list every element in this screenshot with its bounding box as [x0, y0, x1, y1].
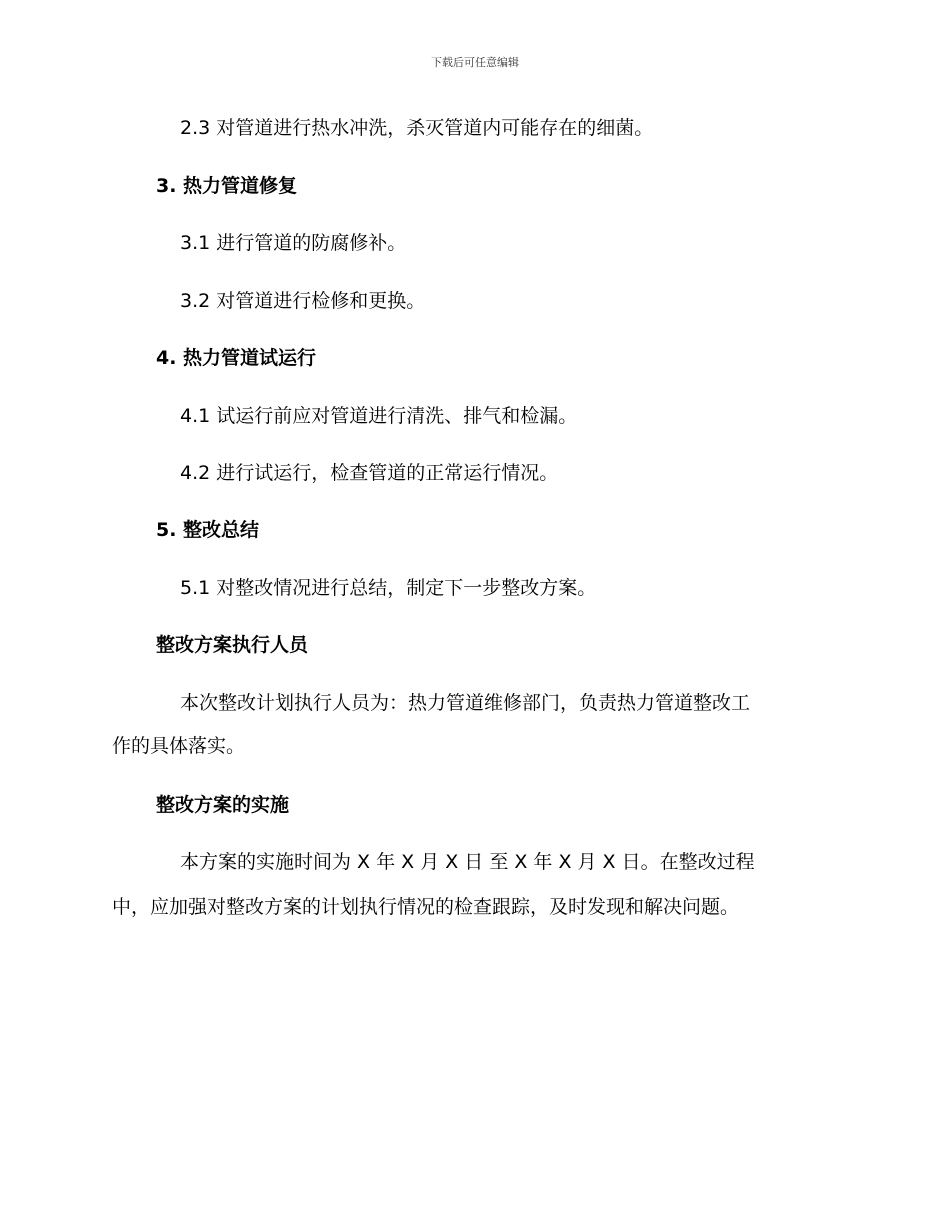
- item-4-1: 4.1 试运行前应对管道进行清洗、排气和检漏。: [180, 405, 578, 427]
- implementation-paragraph-line-2: 中，应加强对整改方案的计划执行情况的检查跟踪，及时发现和解决问题。: [112, 896, 740, 918]
- section-heading-personnel: 整改方案执行人员: [156, 634, 309, 656]
- item-4-2: 4.2 进行试运行，检查管道的正常运行情况。: [180, 462, 559, 484]
- item-3-1: 3.1 进行管道的防腐修补。: [180, 232, 407, 254]
- personnel-paragraph-line-2: 作的具体落实。: [112, 735, 246, 757]
- item-5-1: 5.1 对整改情况进行总结，制定下一步整改方案。: [180, 577, 597, 599]
- section-heading-4: 4. 热力管道试运行: [156, 347, 317, 369]
- section-heading-3: 3. 热力管道修复: [156, 175, 298, 197]
- implementation-paragraph-line-1: 本方案的实施时间为 X 年 X 月 X 日 至 X 年 X 月 X 日。在整改过程: [180, 851, 755, 873]
- item-3-2: 3.2 对管道进行检修和更换。: [180, 290, 426, 312]
- page-header-note: 下载后可任意编辑: [431, 56, 519, 69]
- personnel-paragraph-line-1: 本次整改计划执行人员为：热力管道维修部门，负责热力管道整改工: [180, 692, 751, 714]
- item-2-3: 2.3 对管道进行热水冲洗，杀灭管道内可能存在的细菌。: [180, 117, 654, 139]
- section-heading-implementation: 整改方案的实施: [156, 794, 290, 816]
- section-heading-5: 5. 整改总结: [156, 519, 260, 541]
